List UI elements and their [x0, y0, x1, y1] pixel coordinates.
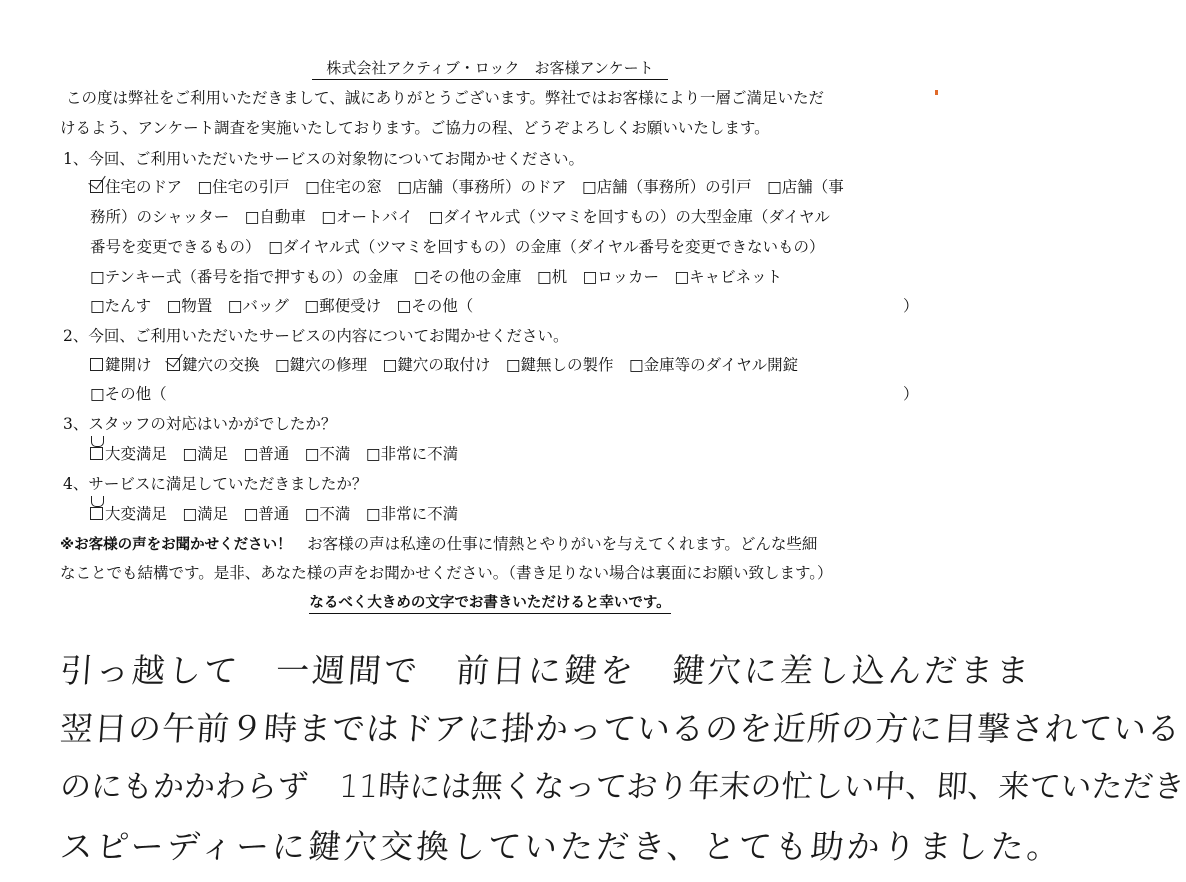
intro-line-1: この度は弊社をご利用いただきまして、誠にありがとうございます。弊社ではお客様により一層ご満足いただ — [66, 89, 824, 107]
q3-question: 3、スタッフの対応はいかがでしたか？ — [63, 415, 337, 433]
survey-title: 株式会社アクティブ・ロック お客様アンケート — [0, 61, 980, 76]
q2-opt-unlock: 鍵開け — [105, 356, 152, 374]
handwriting-line-4: スピーディーに鍵穴交換していただき、とても助かりました。 — [58, 827, 1065, 866]
handwriting-line-3: のにもかかわらず 11時には無くなっており年末の忙しい中、即、来ていただき — [58, 769, 1186, 805]
q1-line-1-text: 住宅のドア □住宅の引戸 □住宅の窓 □店舗（事務所）のドア □店舗（事務所）の引戸 □店舗（事 — [105, 178, 844, 196]
handwriting-line-1: 引っ越して 一週間で 前日に鍵を 鍵穴に差し込んだまま — [58, 651, 1034, 690]
q3-line-text: 大変満足 □満足 □普通 □不満 □非常に不満 — [105, 445, 459, 463]
q4-question: 4、サービスに満足していただきましたか？ — [63, 475, 368, 493]
checkbox-unlock[interactable] — [90, 358, 103, 371]
margin-mark — [935, 90, 938, 95]
checkbox-key-hole-replace[interactable] — [167, 358, 180, 371]
q2-question: 2、今回、ご利用いただいたサービスの内容についてお聞かせください。 — [63, 327, 569, 345]
q4-line-text: 大変満足 □満足 □普通 □不満 □非常に不満 — [105, 505, 459, 523]
checkbox-very-satisfied-staff[interactable] — [90, 447, 103, 460]
voice-request: なるべく大きめの文字でお書きいただけると幸いです。 — [0, 596, 980, 611]
q1-line-2: 務所）のシャッター □自動車 □オートバイ □ダイヤル式（ツマミを回すもの）の大型金庫（ダイヤル — [90, 208, 830, 226]
intro-line-2: けるよう、アンケート調査を実施いたしております。ご協力の程、どうぞよろしくお願いいたします。 — [60, 119, 770, 137]
q4-line — [90, 507, 458, 523]
voice-line-1-text: お客様の声は私達の仕事に情熱とやりがいを与えてくれます。どんな些細 — [307, 535, 818, 553]
q3-line — [90, 447, 458, 463]
q1-question: 1、今回、ご利用いただいたサービスの対象物についてお聞かせください。 — [63, 150, 585, 168]
q2-close-paren: ） — [903, 385, 919, 403]
voice-line-1 — [60, 537, 817, 553]
q2-line-1-text: 鍵穴の交換 □鍵穴の修理 □鍵穴の取付け □鍵無しの製作 □金庫等のダイヤル開錠 — [182, 356, 799, 374]
voice-heading: ※お客様の声をお聞かせください！ — [60, 537, 292, 553]
handwriting-line-2: 翌日の午前９時まではドアに掛かっているのを近所の方に目撃されている — [58, 709, 1183, 748]
q1-line-4: □テンキー式（番号を指で押すもの）の金庫 □その他の金庫 □机 □ロッカー □キャビネット — [90, 268, 783, 286]
voice-line-2: なことでも結構です。是非、あなた様の声をお聞かせください。（書き足りない場合は裏面にお願い致します。） — [60, 564, 833, 582]
q1-line-5: □たんす □物置 □バッグ □郵便受け □その他（ — [90, 297, 474, 315]
q2-line-2: □その他（ — [90, 385, 167, 403]
checkbox-home-door[interactable] — [90, 180, 103, 193]
checkbox-very-satisfied-service[interactable] — [90, 507, 103, 520]
q1-close-paren: ） — [903, 297, 919, 315]
q2-line-1 — [90, 358, 798, 374]
q1-line-3: 番号を変更できるもの） □ダイヤル式（ツマミを回すもの）の金庫（ダイヤル番号を変更できないもの） — [90, 238, 825, 256]
q1-line-1 — [90, 180, 844, 196]
